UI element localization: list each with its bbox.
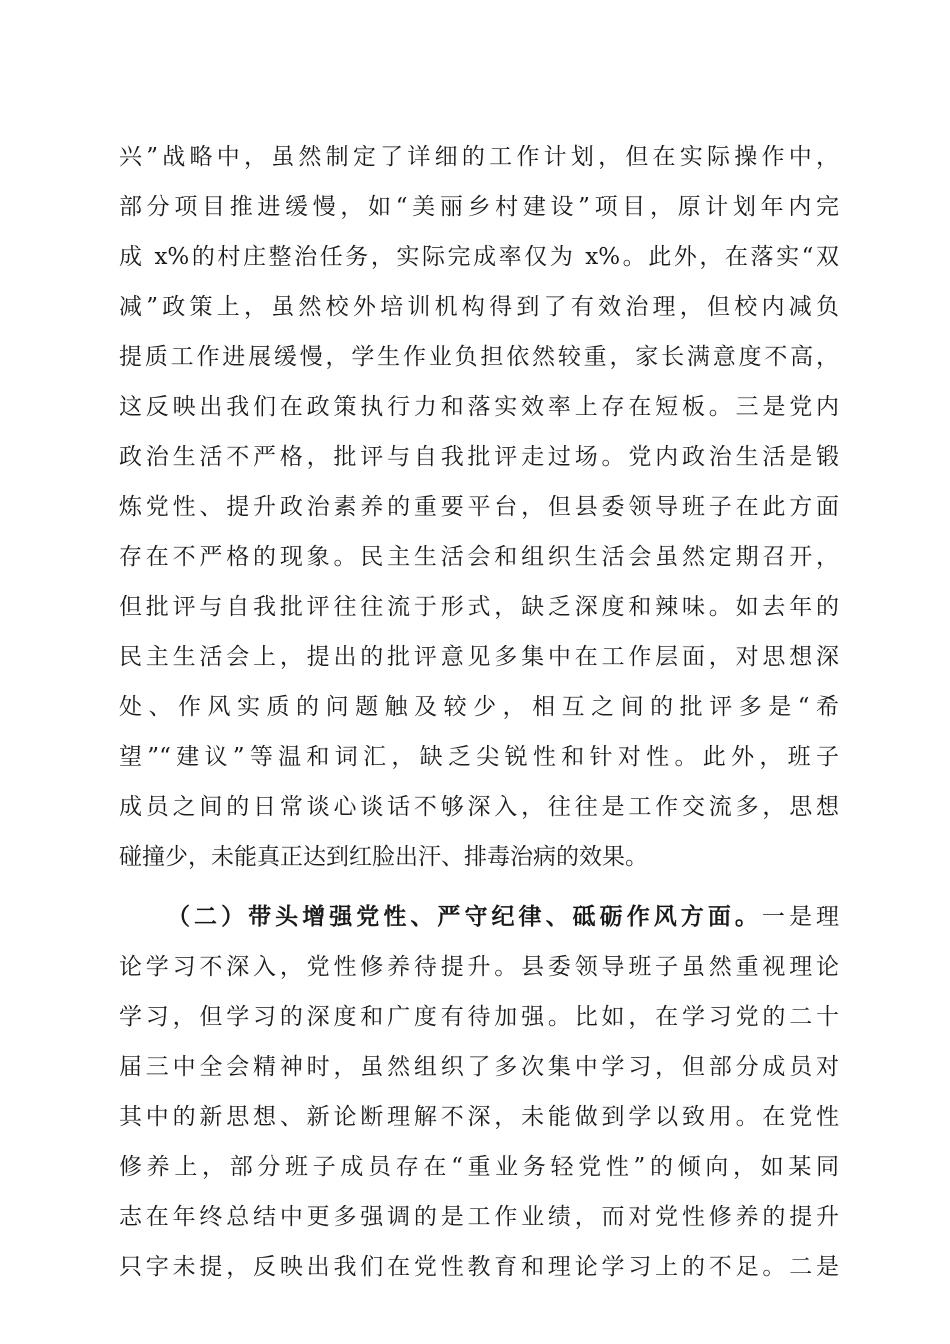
paragraph-line: 政治生活不严格，批评与自我批评走过场。党内政治生活是锻 [119,444,839,470]
paragraph-line: 只字未提，反映出我们在党性教育和理论学习上的不足。二是 [119,1254,839,1280]
paragraph-line: 存在不严格的现象。民主生活会和组织生活会虽然定期召开， [119,544,839,570]
paragraph-line: 其中的新思想、新论断理解不深，未能做到学以致用。在党性 [119,1104,839,1130]
paragraph-line: 论学习不深入，党性修养待提升。县委领导班子虽然重视理论 [119,954,839,980]
paragraph-line: 修养上，部分班子成员存在“重业务轻党性”的倾向，如某同 [119,1154,839,1180]
paragraph-line: 碰撞少，未能真正达到红脸出汗、排毒治病的效果。 [119,844,648,870]
paragraph-line: 提质工作进展缓慢，学生作业负担依然较重，家长满意度不高， [119,344,839,370]
paragraph-line: 部分项目推进缓慢，如“美丽乡村建设”项目，原计划年内完 [119,194,839,220]
paragraph-line: 兴”战略中，虽然制定了详细的工作计划，但在实际操作中， [119,144,839,170]
paragraph-line: 减”政策上，虽然校外培训机构得到了有效治理，但校内减负 [119,294,839,320]
paragraph-line: 成员之间的日常谈心谈话不够深入，往往是工作交流多，思想 [119,794,839,820]
paragraph-line: 但批评与自我批评往往流于形式，缺乏深度和辣味。如去年的 [119,594,839,620]
section-heading-line [167,898,839,936]
section-heading-rest: 一是理 [761,904,840,930]
paragraph-line: 处、作风实质的问题触及较少，相互之间的批评多是“希 [119,694,839,720]
paragraph-line: 望”“建议”等温和词汇，缺乏尖锐性和针对性。此外，班子 [119,744,839,770]
paragraph-line: 这反映出我们在政策执行力和落实效率上存在短板。三是党内 [119,394,839,420]
paragraph-line: 志在年终总结中更多强调的是工作业绩，而对党性修养的提升 [119,1204,839,1230]
section-heading: （二）带头增强党性、严守纪律、砥砺作风方面。 [167,903,762,930]
paragraph-line: 学习，但学习的深度和广度有待加强。比如，在学习党的二十 [119,1004,839,1030]
paragraph-line: 届三中全会精神时，虽然组织了多次集中学习，但部分成员对 [119,1054,839,1080]
paragraph-line: 炼党性、提升政治素养的重要平台，但县委领导班子在此方面 [119,494,839,520]
paragraph-line: 民主生活会上，提出的批评意见多集中在工作层面，对思想深 [119,644,839,670]
paragraph-line: 成 x%的村庄整治任务，实际完成率仅为 x%。此外，在落实“双 [119,244,839,270]
